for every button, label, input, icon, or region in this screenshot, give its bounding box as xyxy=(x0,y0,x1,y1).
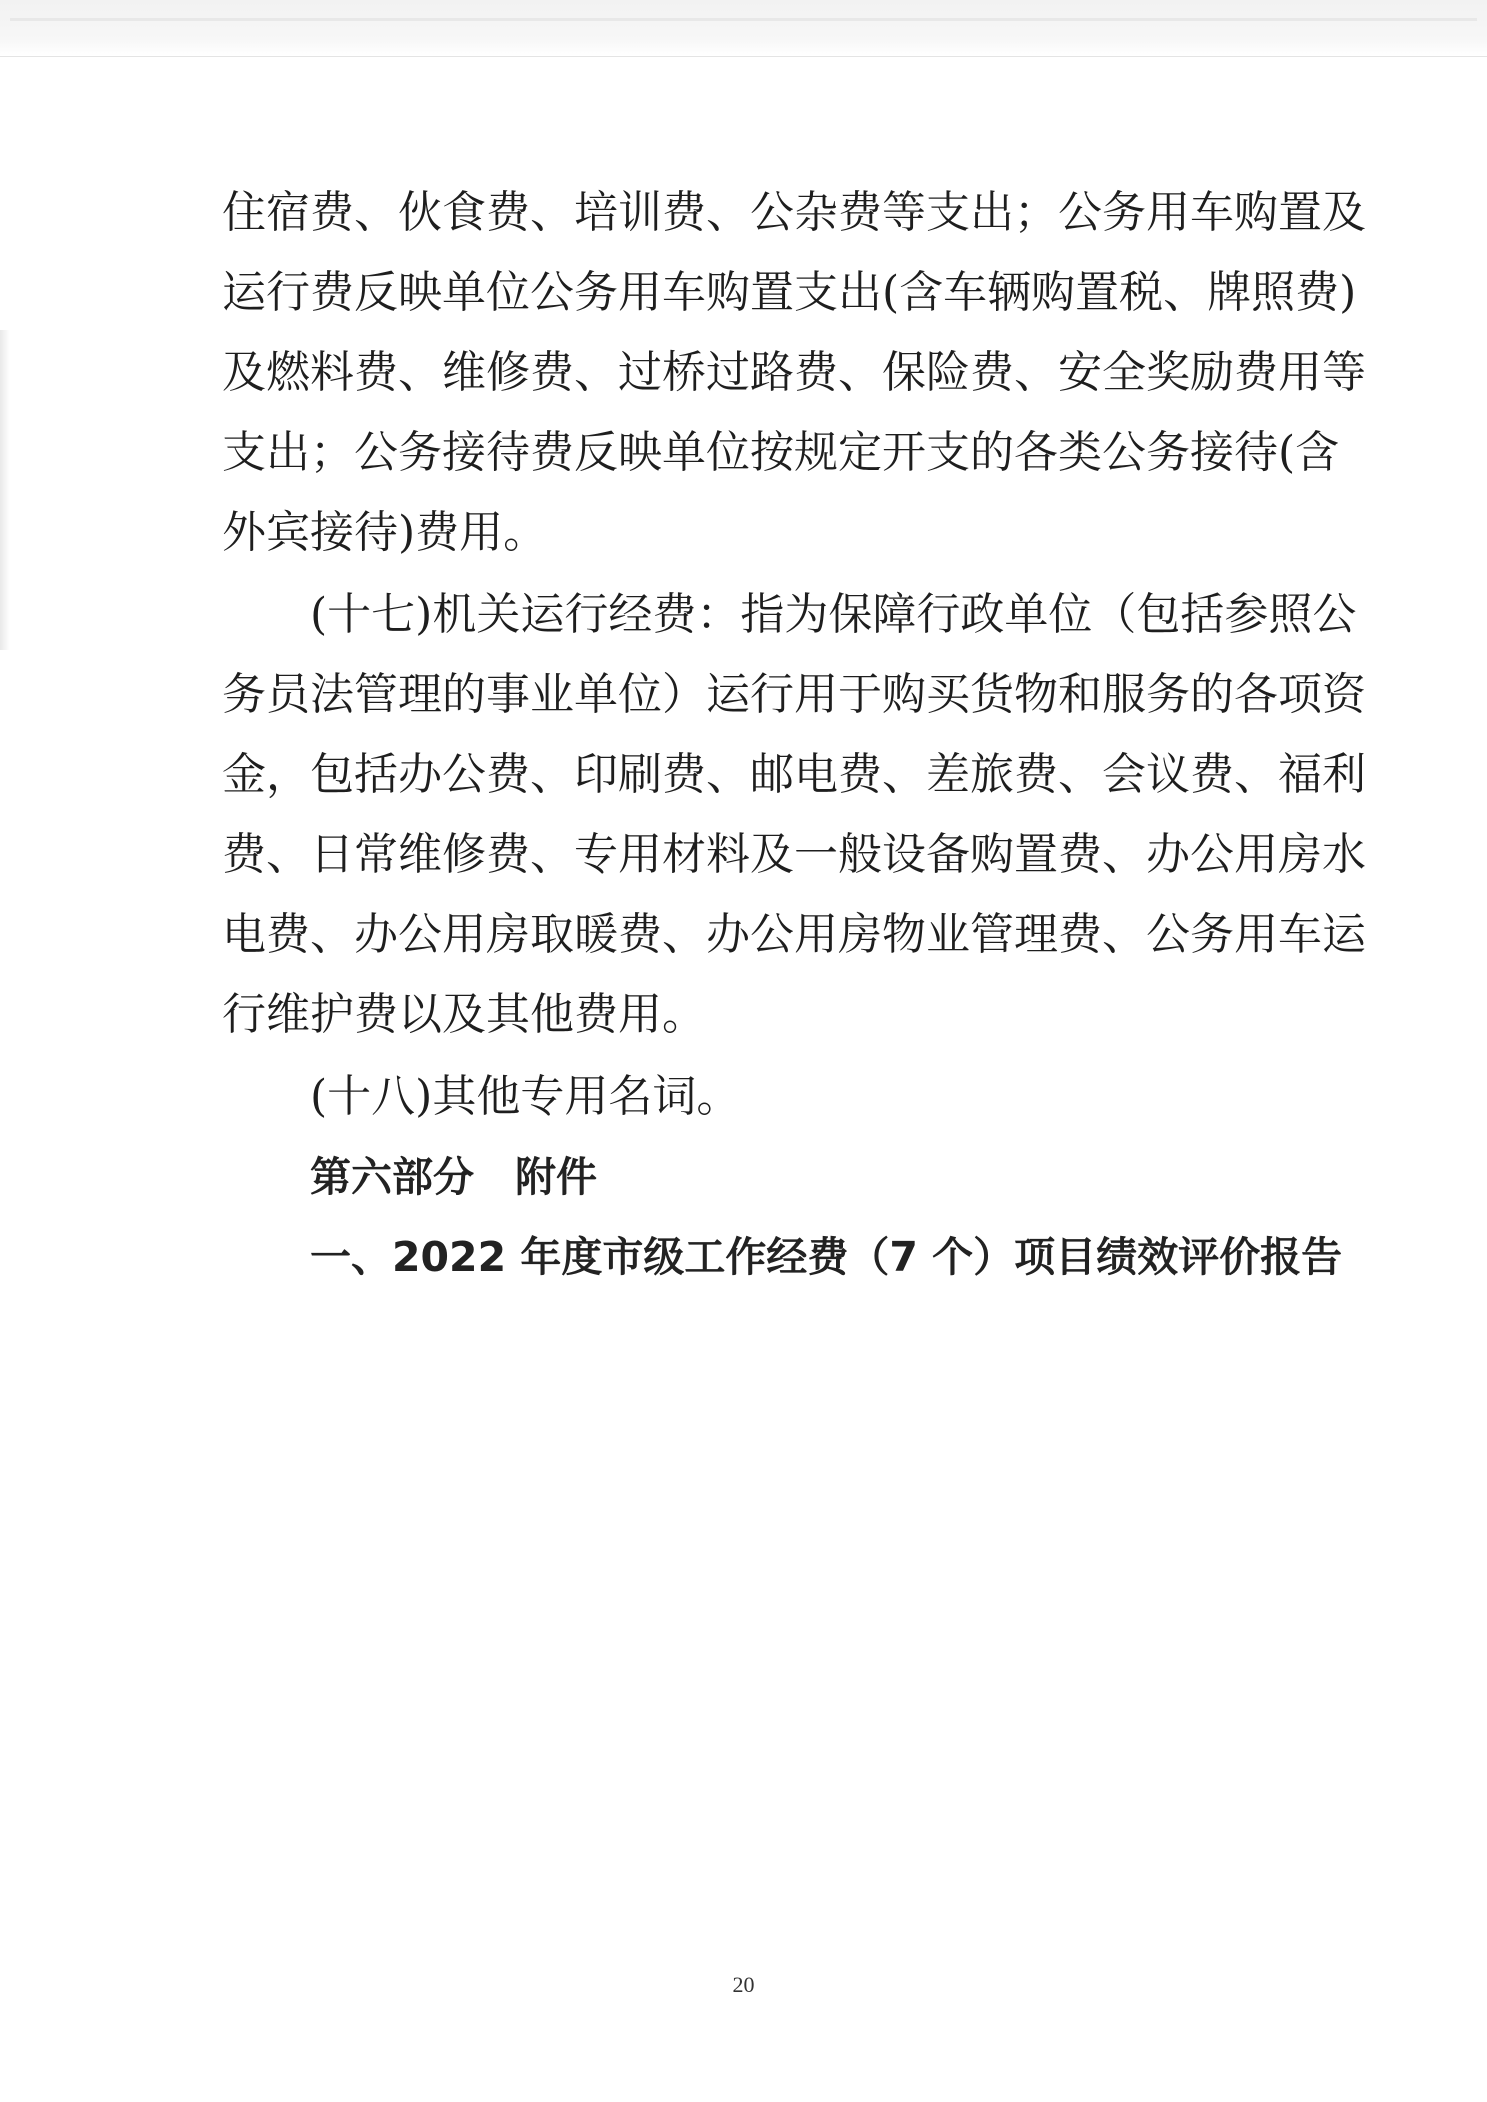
text-line: 金，包括办公费、印刷费、邮电费、差旅费、会议费、福利 xyxy=(222,749,1366,800)
paragraph-other-terms xyxy=(222,1057,1274,1137)
text-line: 外宾接待)费用。 xyxy=(222,507,548,558)
text-line: 住宿费、伙食费、培训费、公杂费等支出；公务用车购置及 xyxy=(222,187,1366,238)
text-line: 行维护费以及其他费用。 xyxy=(222,989,706,1040)
attachment-heading: 一、2022 年度市级工作经费（7 个）项目绩效评价报告 xyxy=(310,1233,1343,1281)
text-line: 及燃料费、维修费、过桥过路费、保险费、安全奖励费用等 xyxy=(222,347,1366,398)
paragraph-expense-definitions xyxy=(222,173,1366,573)
text-line: (十八)其他专用名词。 xyxy=(310,1071,741,1122)
document-body xyxy=(222,173,1366,1297)
scan-top-edge xyxy=(0,0,1487,57)
text-line: 电费、办公用房取暖费、办公用房物业管理费、公务用车运 xyxy=(222,909,1366,960)
page-number: 20 xyxy=(732,1972,755,1997)
paragraph-operating-funds xyxy=(222,575,1366,1055)
section-heading: 第六部分 附件 xyxy=(310,1153,597,1201)
text-line: 支出；公务接待费反映单位按规定开支的各类公务接待(含 xyxy=(222,427,1340,478)
text-line: 务员法管理的事业单位）运行用于购买货物和服务的各项资 xyxy=(222,669,1366,720)
text-line: 费、日常维修费、专用材料及一般设备购置费、办公用房水 xyxy=(222,829,1366,880)
text-line: 运行费反映单位公务用车购置支出(含车辆购置税、牌照费) xyxy=(222,267,1357,318)
text-line: (十七)机关运行经费：指为保障行政单位（包括参照公 xyxy=(310,589,1357,640)
scan-left-shadow xyxy=(0,330,10,650)
